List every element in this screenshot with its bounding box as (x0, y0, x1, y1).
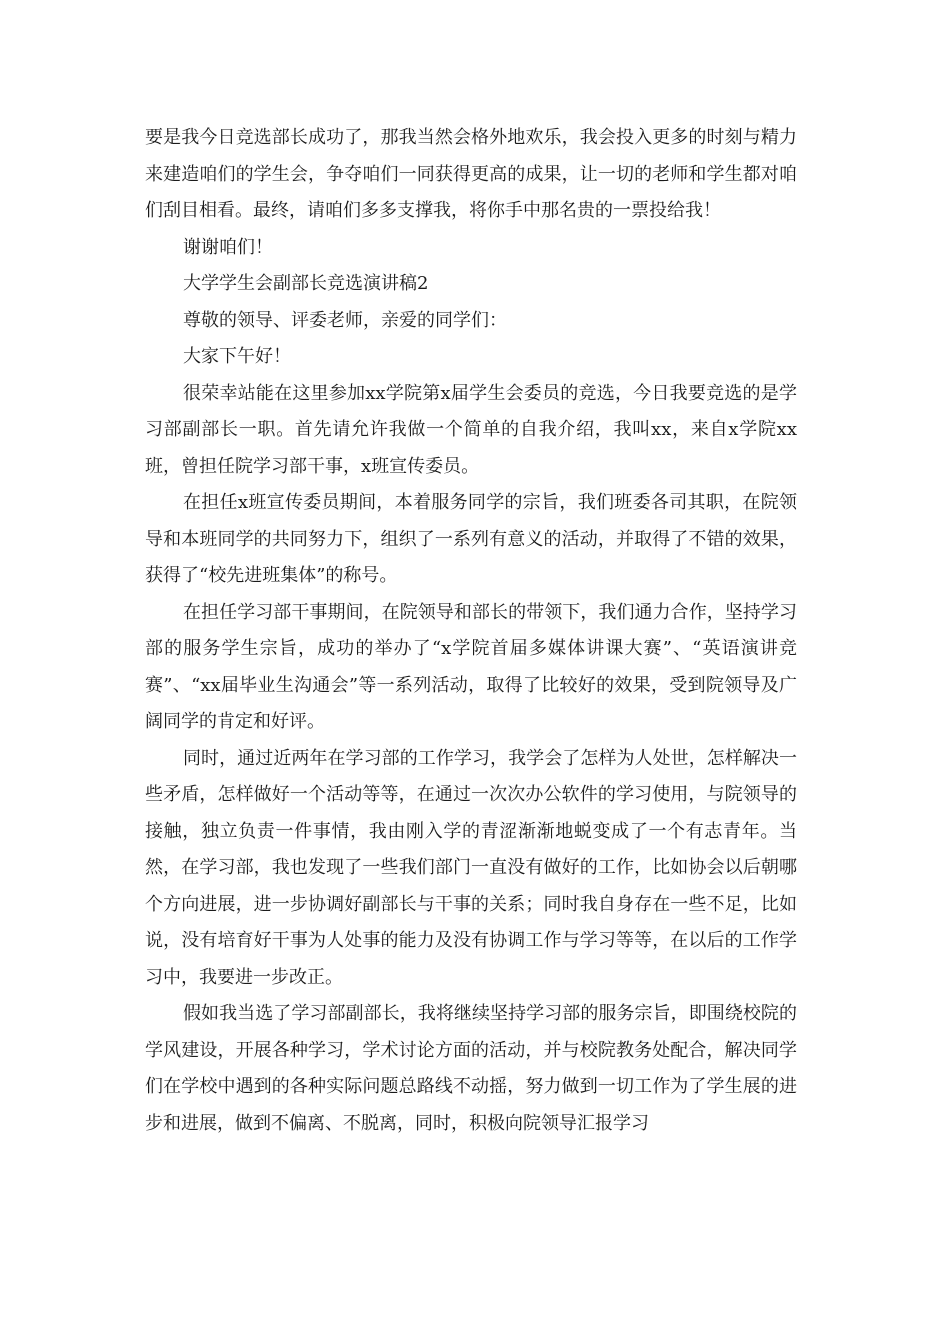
paragraph-introduction: 很荣幸站能在这里参加xx学院第x届学生会委员的竞选，今日我要竞选的是学习部副部长一职。首先请允许我做一个简单的自我介绍，我叫xx，来自x学院xx班，曾担任院学习部干事，x班宣传委员。 (145, 382, 797, 477)
speech-title: 大学学生会副部长竞选演讲稿2 (183, 273, 429, 294)
document-page (145, 120, 797, 1142)
paragraph-closing-appeal: 要是我今日竞选部长成功了，那我当然会格外地欢乐，我会投入更多的时刻与精力来建造咱们的学生会，争夺咱们一同获得更高的成果，让一切的老师和学生都对咱们刮目相看。最终，请咱们多多支撑我，将你手中那名贵的一票投给我！ (145, 127, 797, 221)
paragraph-plan: 假如我当选了学习部副部长，我将继续坚持学习部的服务宗旨，即围绕校院的学风建设，开展各种学习，学术讨论方面的活动，并与校院教务处配合，解决同学们在学校中遇到的各种实际问题总路线不动摇，努力做到一切工作为了学生展的进步和进展，做到不偏离、不脱离，同时，积极向院领导汇报学习 (145, 1003, 797, 1134)
paragraph-class-committee: 在担任x班宣传委员期间，本着服务同学的宗旨，我们班委各司其职，在院领导和本班同学的共同努力下，组织了一系列有意义的活动，并取得了不错的效果，获得了“校先进班集体”的称号。 (145, 492, 797, 586)
greeting: 大家下午好！ (183, 346, 291, 367)
salutation: 尊敬的领导、评委老师，亲爱的同学们： (183, 309, 507, 331)
paragraph-study-department: 在担任学习部干事期间，在院领导和部长的带领下，我们通力合作，坚持学习部的服务学生宗旨，成功的举办了“x学院首届多媒体讲课大赛”、“英语演讲竞赛”、“xx届毕业生沟通会”等一系列活动，取得了比较好的效果，受到院领导及广阔同学的肯定和好评。 (145, 601, 797, 732)
paragraph-reflection: 同时，通过近两年在学习部的工作学习，我学会了怎样为人处世，怎样解决一些矛盾，怎样做好一个活动等等，在通过一次次办公软件的学习使用，与院领导的接触，独立负责一件事情，我由刚入学的青涩渐渐地蜕变成了一个有志青年。当然，在学习部，我也发现了一些我们部门一直没有做好的工作，比如协会以后朝哪个方向进展，进一步协调好副部长与干事的关系；同时我自身存在一些不足，比如说，没有培育好干事为人处事的能力及没有协调工作与学习等等，在以后的工作学习中，我要进一步改正。 (145, 747, 797, 988)
paragraph-thanks: 谢谢咱们！ (183, 236, 273, 258)
